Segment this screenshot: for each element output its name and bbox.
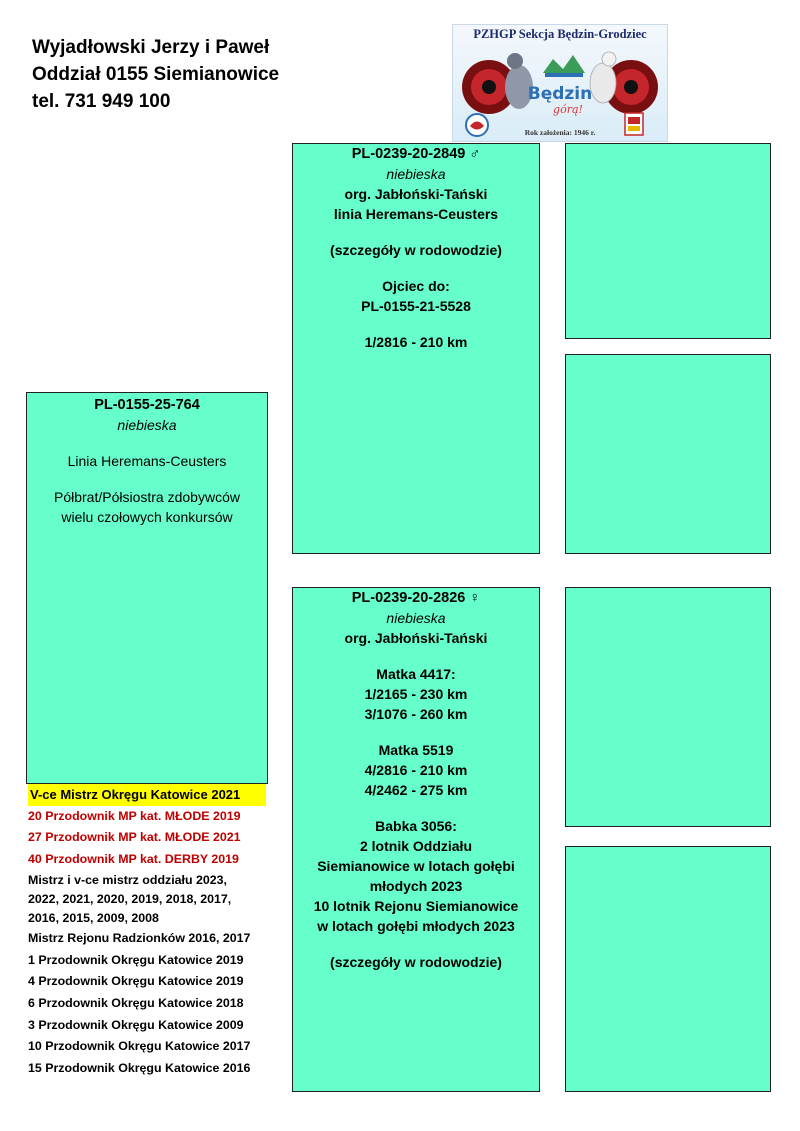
logo-slogan-text: górą! [553,103,583,116]
logo-city-text: Będzin [527,84,593,104]
achievement-item: 4 Przodownik Okręgu Katowice 2019 [28,974,244,989]
father-line: linia Heremans-Ceusters [333,206,499,222]
mother-m2-result-2: 4/2462 - 275 km [364,782,468,798]
mother-m1-result-1: 1/2165 - 230 km [364,686,468,702]
mother-card [292,587,540,1092]
logo-footer: Rok założenia: 1946 r. [524,128,596,137]
mother-origin: org. Jabłoński-Tański [344,630,488,646]
logo-artwork [453,25,667,141]
main-bird-card [26,392,268,784]
grandparent-box-2 [565,354,771,554]
mountain-icon [543,55,585,73]
mother-ring: PL-0239-20-2826 ♀ [351,590,481,606]
grandparent-box-1 [565,143,771,339]
main-bird-color: niebieska [117,417,177,433]
owner-header [32,34,279,115]
mother-m1-label: Matka 4417: [376,666,456,682]
father-of-ring: PL-0155-21-5528 [361,298,471,314]
mother-color: niebieska [386,610,446,626]
mother-details: (szczegóły w rodowodzie) [330,954,502,970]
branch-name: Oddział 0155 Siemianowice [32,64,280,85]
father-result: 1/2816 - 210 km [364,334,468,350]
mother-m2-label: Matka 5519 [378,742,454,758]
grandmother-achievement-2: Siemianowice w lotach gołębi [317,858,515,874]
father-color: niebieska [386,166,446,182]
father-ring: PL-0239-20-2849 ♂ [351,146,481,162]
father-origin: org. Jabłoński-Tański [344,186,488,202]
grandmother-label: Babka 3056: [375,818,457,834]
achievement-item: 3 Przodownik Okręgu Katowice 2009 [28,1017,244,1032]
logo-title: PZHGP Sekcja Będzin-Grodziec [473,27,647,41]
mother-m1-result-2: 3/1076 - 260 km [364,706,468,722]
club-logo [452,24,668,142]
owner-name: Wyjadłowski Jerzy i Paweł [32,37,270,58]
grandparent-box-4 [565,846,771,1092]
grandparent-box-3 [565,587,771,827]
grandmother-achievement-3: młodych 2023 [369,878,463,894]
father-of-label: Ojciec do: [382,278,450,294]
mother-m2-result-1: 4/2816 - 210 km [364,762,468,778]
achievement-item: Mistrz Rejonu Radzionków 2016, 2017 [28,930,251,945]
pigeon-right-icon [590,63,616,103]
achievement-highlight: V-ce Mistrz Okręgu Katowice 2021 [28,784,266,806]
achievement-item: 10 Przodownik Okręgu Katowice 2017 [28,1039,251,1054]
main-bird-note: Półbrat/Półsiostra zdobywców wielu czołowych konkursów [54,489,240,525]
phone-number: tel. 731 949 100 [32,91,171,112]
achievement-item: 15 Przodownik Okręgu Katowice 2016 [28,1061,251,1076]
achievement-red-3: 40 Przodownik MP kat. DERBY 2019 [28,852,239,867]
achievement-item: 1 Przodownik Okręgu Katowice 2019 [28,952,244,967]
achievement-item: 6 Przodownik Okręgu Katowice 2018 [28,995,244,1010]
grandmother-achievement-1: 2 lotnik Oddziału [359,838,472,854]
achievement-masters: Mistrz i v-ce mistrz oddziału 2023, 2022, 2021, 2020, 2019, 2018, 2017, 2016, 2015, 2009, 2008 [28,872,232,925]
father-card [292,143,540,554]
grandmother-achievement-4: 10 lotnik Rejonu Siemianowice [313,898,519,914]
achievements-list [28,784,293,1080]
achievement-red-1: 20 Przodownik MP kat. MŁODE 2019 [28,808,241,823]
grandmother-achievement-5: w lotach gołębi młodych 2023 [317,918,515,934]
achievement-red-2: 27 Przodownik MP kat. MŁODE 2021 [28,830,241,845]
main-bird-line: Linia Heremans-Ceusters [67,453,227,469]
father-details: (szczegóły w rodowodzie) [330,242,502,258]
main-bird-ring: PL-0155-25-764 [94,397,200,413]
